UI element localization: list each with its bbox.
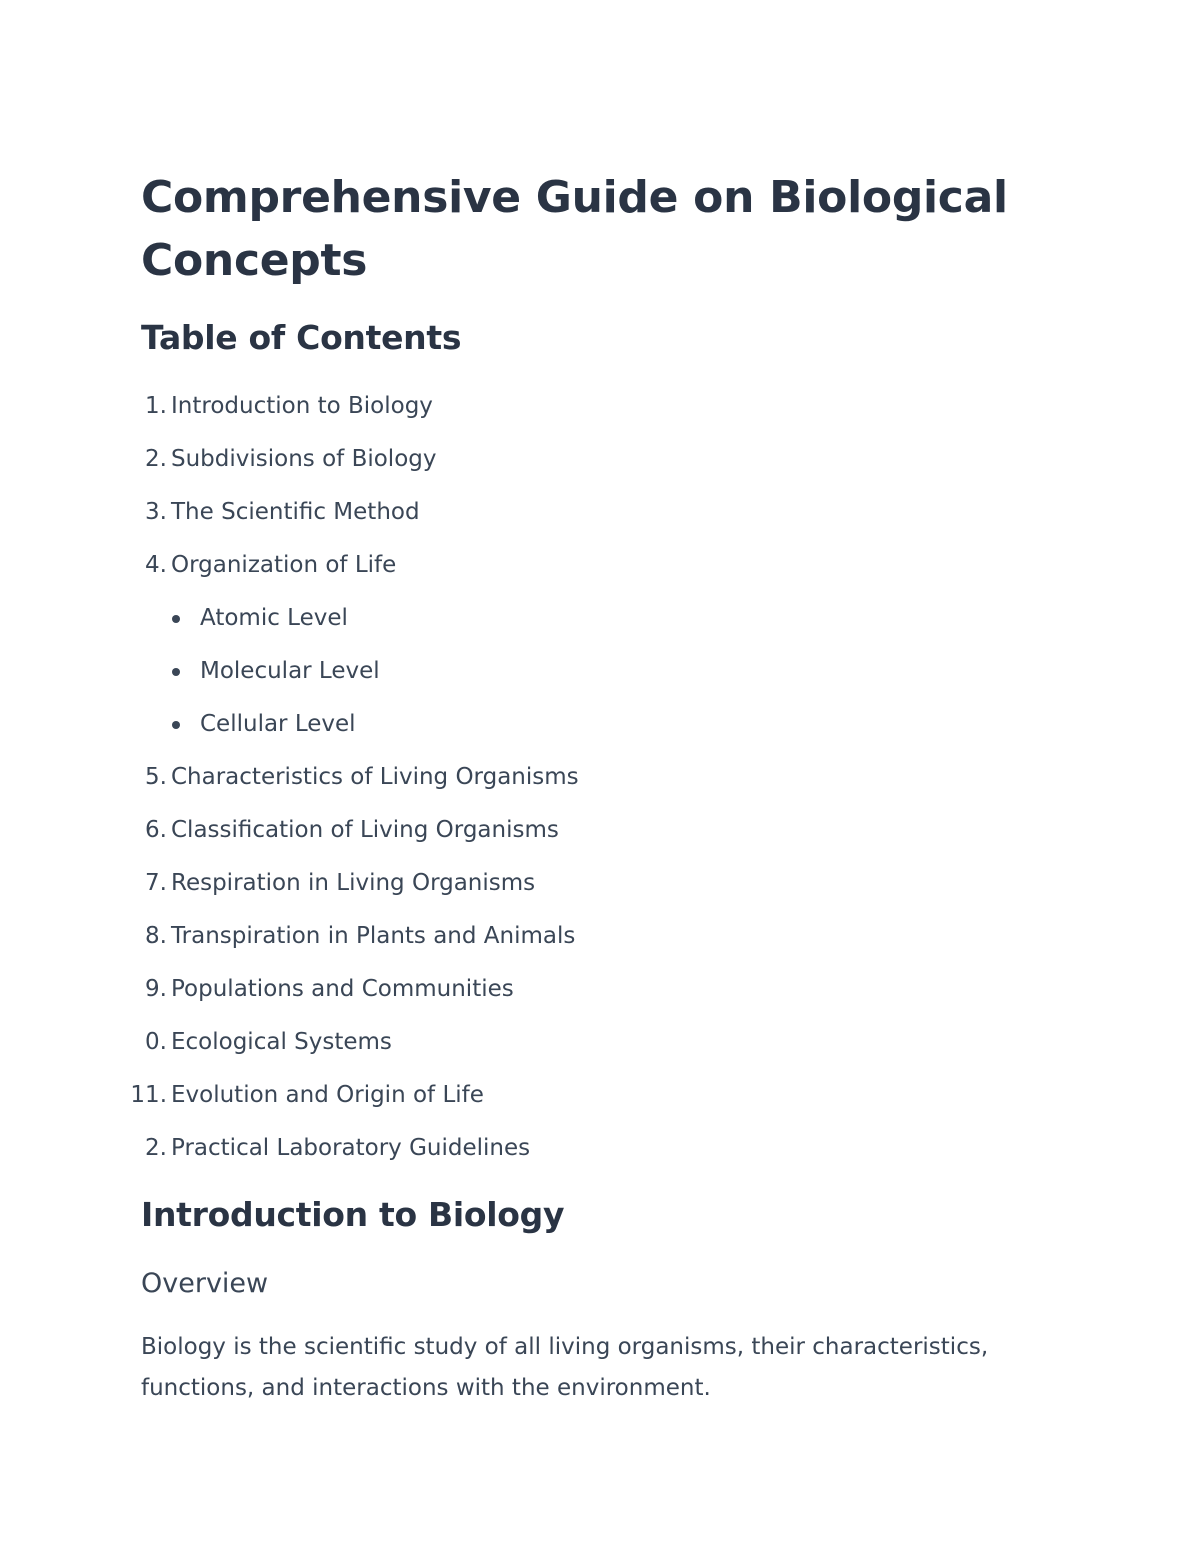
bullet-icon bbox=[172, 721, 180, 729]
toc-heading: Table of Contents bbox=[141, 318, 462, 357]
toc-subitem-text: Atomic Level bbox=[200, 605, 348, 631]
toc-item-text: Organization of Life bbox=[171, 552, 397, 578]
toc-subitem-text: Molecular Level bbox=[200, 658, 380, 684]
toc-item-number: 2. bbox=[145, 1135, 167, 1161]
toc-item-text: Practical Laboratory Guidelines bbox=[171, 1135, 531, 1161]
toc-item-number: 9. bbox=[145, 976, 167, 1002]
section-heading: Introduction to Biology bbox=[141, 1195, 565, 1234]
toc-item-number: 2. bbox=[145, 446, 167, 472]
toc-item-text: Respiration in Living Organisms bbox=[171, 870, 536, 896]
toc-item-number: 3. bbox=[145, 499, 167, 525]
body-paragraph: Biology is the scientific study of all living organisms, their characteristics, functions, and interactions with the environment. bbox=[141, 1334, 989, 1401]
toc-item-number: 5. bbox=[145, 764, 167, 790]
toc-item-text: The Scientific Method bbox=[171, 499, 420, 525]
toc-item-text: Evolution and Origin of Life bbox=[171, 1082, 484, 1108]
toc-item-text: Populations and Communities bbox=[171, 976, 514, 1002]
toc-item-text: Subdivisions of Biology bbox=[171, 446, 437, 472]
toc-item-number: 0. bbox=[145, 1029, 167, 1055]
subsection-heading: Overview bbox=[141, 1268, 269, 1299]
toc-item-text: Introduction to Biology bbox=[171, 393, 433, 419]
toc-item-number: 11. bbox=[130, 1082, 167, 1108]
toc-item-text: Transpiration in Plants and Animals bbox=[171, 923, 576, 949]
toc-item-number: 7. bbox=[145, 870, 167, 896]
toc-item-number: 4. bbox=[145, 552, 167, 578]
toc-item-text: Characteristics of Living Organisms bbox=[171, 764, 579, 790]
toc-item-text: Ecological Systems bbox=[171, 1029, 392, 1055]
toc-item-number: 1. bbox=[145, 393, 167, 419]
bullet-icon bbox=[172, 615, 180, 623]
toc-item-number: 6. bbox=[145, 817, 167, 843]
toc-item-number: 8. bbox=[145, 923, 167, 949]
toc-subitem-text: Cellular Level bbox=[200, 711, 356, 737]
toc-item-text: Classification of Living Organisms bbox=[171, 817, 559, 843]
document-title: Comprehensive Guide on Biological Concepts bbox=[141, 172, 1008, 286]
bullet-icon bbox=[172, 668, 180, 676]
